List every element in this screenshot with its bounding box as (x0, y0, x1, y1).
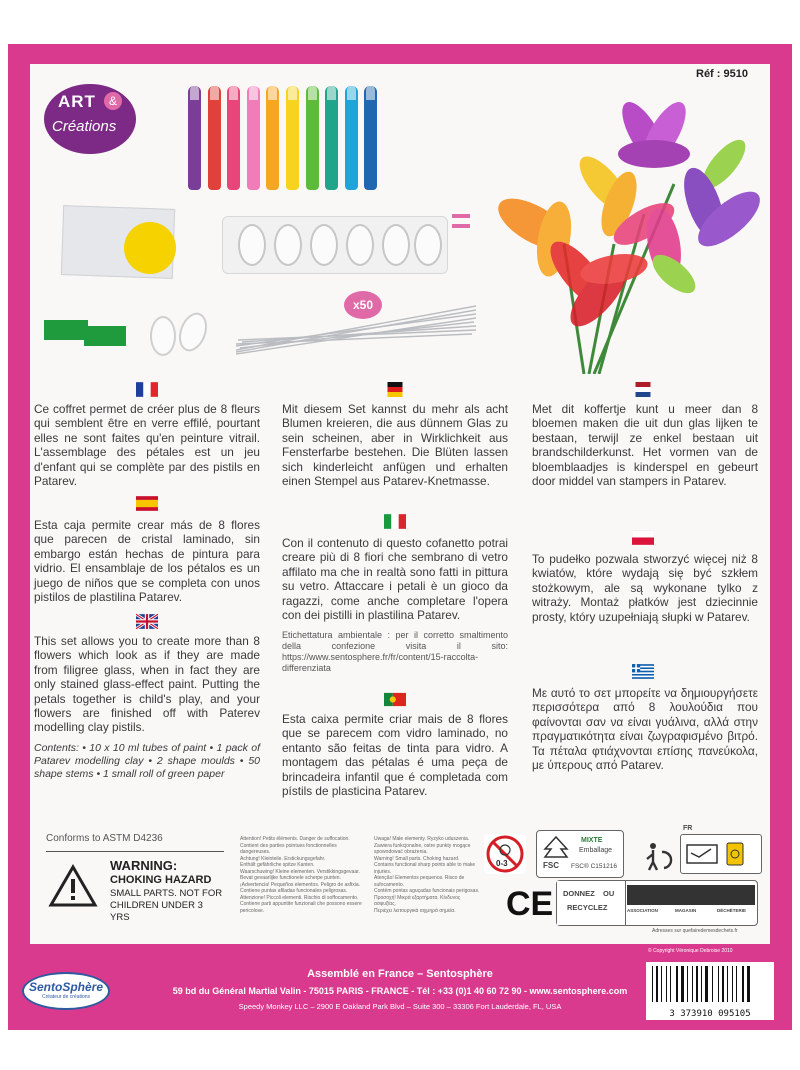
english-text: This set allows you to create more than 8 flowers which look as if they are made from filigree glass, when in fact they are only stained glass-effect paint. Putting the petals together is child's play, and your flowers are finished off with Paterev modelling clay pistils. (34, 634, 260, 735)
italian-description (282, 536, 508, 622)
greece-flag-icon (632, 664, 654, 679)
ce-label: CE (506, 885, 554, 923)
french-text: Ce coffret permet de créer plus de 8 fleurs qui semblent être en verre effilé, pourtant elles ne sont faites qu'en peinture vitrail. L'assemblage des pétales est un jeu d'enfant qui se complète par des pistils en Patarev. (34, 402, 260, 489)
warning-line: Περιέχει λειτουργικά αιχμηρά σημεία. (374, 907, 456, 914)
barcode-bar (661, 966, 662, 1002)
barcode-bar (696, 966, 698, 1002)
barcode-bar (712, 966, 713, 1002)
barcode (646, 962, 774, 1020)
warning-line: ¡Advertencia! Pequeños elementos. Peligro de asfixia. (240, 881, 361, 888)
warning-line: Contiene parti appuntite funzionali che possono essere pericolose. (240, 901, 362, 914)
brand-tagline: Créateur de créations (41, 994, 91, 1000)
polish-text: To pudełko pozwala stworzyć więcej niż 8 kwiatów, które wydają się być szkłem stożkowym, ale są wykonane tylko z witraży. Montaż płatków jest dziecinnie prosty, który uzupełniają słupki w Patarev. (532, 552, 758, 624)
paint-tube-cap (347, 86, 356, 100)
paint-tube (286, 86, 299, 190)
barcode-bar (676, 966, 678, 1002)
company-address: 59 bd du Général Martial Valin - 75015 PARIS - FRANCE - Tél : +33 (0)1 40 60 72 90 - www.sentosphere.com (172, 986, 628, 996)
warning-text (110, 888, 224, 924)
warning-line: Enthält gefährliche spitze Kanten. (240, 862, 315, 868)
glass-flowers-illustration (494, 74, 764, 374)
warning-line: Contém pontas aguçadas funcionais perigosas. (374, 888, 480, 894)
barcode-bar (701, 966, 702, 1002)
reference-number: Réf : 9510 (696, 68, 748, 80)
fsc-mixte: MIXTE (581, 837, 603, 844)
italy-flag-icon (384, 514, 406, 529)
mould-leaf-cavity (414, 224, 442, 266)
barcode-bar (652, 966, 653, 1002)
donate-or-recycle (557, 881, 626, 925)
warning-line: Attenzione! Piccoli elementi. Rischio di soffocamento. (240, 894, 359, 901)
mould-leaf-cavity (346, 224, 374, 266)
german-description (282, 402, 508, 488)
choking-hazard-label: CHOKING HAZARD (110, 874, 212, 886)
german-text: Mit diesem Set kannst du mehr als acht Blumen kreieren, die aus dünnem Glas zu sein scheinen, aber in Wirklichkeit aus Fensterfarbe bestehen. Die Blüten lassen sich kinderleicht anfügen und erhalten einen Stempel aus Patarev-Knetmasse. (282, 402, 508, 489)
warning-text-line: CHILDREN UNDER 3 YRS (110, 900, 203, 923)
dutch-description (532, 402, 758, 488)
paint-tube (188, 86, 201, 190)
polish-description (532, 552, 758, 624)
barcode-number: 3 373910 095105 (669, 1009, 751, 1019)
barcode-bar (670, 966, 671, 1002)
barcode-bar (732, 966, 733, 1002)
greek-text: Με αυτό το σετ μπορείτε να δημιουργήσετε περισσότερα από 8 λουλούδια που φαίνονται σαν να είναι γυάλινα, αλλά στην πραγματικότητα είναι ζωγραφισμένο βιτρό. Τα πέταλα φτιάχνονται επίσης πανεύκολα, με ύπερους από Patarev. (532, 686, 758, 773)
paint-tube-cap (229, 86, 238, 100)
warning-line: Achtung! Kleinteile. Erstickungsgefahr. (240, 855, 326, 862)
fsc-emballage: Emballage (579, 847, 613, 854)
choking-warning (46, 856, 224, 923)
spanish-description (34, 518, 260, 604)
warning-line: Bevat gevaarlijke functionele scherpe punten. (240, 875, 341, 881)
assembled-in-france: Assemblé en France – Sentosphère (307, 968, 493, 980)
recyclez-label: RECYCLEZ (567, 903, 608, 912)
barcode-bar (747, 966, 750, 1002)
barcode-bars (646, 962, 774, 1004)
paint-tube-cap (288, 86, 297, 100)
portuguese-description (282, 712, 508, 798)
dutch-text: Met dit koffertje kunt u meer dan 8 bloemen maken die uit dun glas lijken te bestaan, terwijl ze enkel bestaan uit brandschilderkunst. Het vormen van de bloemblaadjes is kinderspel en gebeurt door middel van stampers in Patarev. (532, 402, 758, 489)
green-paper (84, 326, 126, 346)
paint-tube (227, 86, 240, 190)
fsc-label (536, 830, 624, 878)
equals-sign (452, 214, 470, 232)
barcode-bar (656, 966, 658, 1002)
spanish-text: Esta caja permite crear más de 8 flores que parecen de cristal laminado, sin embargo están hechas de pintura para vidrio. El ensamblaje de los pétalos es un juego de niños que se completa con unos pistilos de plastilina Patarev. (34, 518, 260, 605)
multilingual-warnings-2 (374, 836, 480, 914)
barcode-bar (666, 966, 667, 1002)
warning-line: Warning! Small parts. Choking hazard. (374, 855, 460, 862)
recycle-site: Adresses sur quefairedemesdechets.fr (652, 928, 738, 934)
paint-tube-cap (308, 86, 317, 100)
paint-tube-cap (327, 86, 336, 100)
fsc-code: FSC® C151216 (571, 863, 617, 870)
greek-description (532, 686, 758, 772)
barcode-bar (742, 966, 744, 1002)
paint-tube-cap (268, 86, 277, 100)
paint-tube (364, 86, 377, 190)
poland-flag-icon (632, 530, 654, 545)
italian-environment-label: Etichettatura ambientale : per il corretto smaltimento della confezione visita il sito: https://www.sentosphere.fr/fr/content/15-raccolta-differenziata (282, 630, 508, 673)
warning-line: Προσοχή! Μικρά εξαρτήματα. Κίνδυνος ασφυξίας. (374, 894, 461, 907)
logo-ampersand: & (104, 92, 122, 110)
logo-word-creations: Créations (52, 118, 117, 135)
paint-tube (325, 86, 338, 190)
multilingual-warnings-1 (240, 836, 368, 914)
magasin-label: MAGASIN (675, 908, 697, 913)
germany-flag-icon (384, 382, 406, 397)
stems-count-badge: x50 (344, 291, 382, 319)
warning-triangle-icon (48, 864, 98, 908)
paint-tube-cap (190, 86, 199, 100)
contents-list: Contents: • 10 x 10 ml tubes of paint • 1 pack of Patarev modelling clay • 2 shape moulds • 50 shape stems • 1 small roll of green paper (34, 742, 260, 780)
paint-tube (247, 86, 260, 190)
recycle-icons-strip (627, 885, 755, 905)
packaging-recycle-icon (683, 839, 759, 869)
warning-line: Uwaga! Małe elementy. Ryzyko uduszenia. (374, 836, 470, 842)
barcode-bar (736, 966, 737, 1002)
mould-leaf-cavity (382, 224, 410, 266)
barcode-bar (727, 966, 728, 1002)
warning-line: Atenção! Elementos pequenos. Risco de sufocamento. (374, 875, 465, 888)
fsc-tree-icon (541, 835, 571, 861)
triman-icon (644, 840, 678, 872)
barcode-bar (681, 966, 684, 1002)
paint-tube-cap (249, 86, 258, 100)
art-creations-logo (44, 84, 136, 154)
donnez-label: DONNEZ (563, 889, 595, 898)
fsc-text: FSC (543, 861, 559, 870)
barcode-bar (692, 966, 693, 1002)
barcode-bar (687, 966, 688, 1002)
spain-flag-icon (136, 496, 158, 511)
paint-tube (306, 86, 319, 190)
paint-tube (345, 86, 358, 190)
clay-petal (150, 316, 176, 356)
warning-line: Contient des parties pointues fonctionnelles dangereuses. (240, 842, 337, 855)
logo-word-art: ART (58, 92, 96, 111)
warning-title: WARNING: (110, 858, 178, 873)
warning-line: Attention! Petits éléments. Danger de suffocation. (240, 836, 350, 842)
recycle-donate-box (556, 880, 758, 926)
paint-tube-cap (366, 86, 375, 100)
portugal-flag-icon (384, 692, 406, 707)
warning-line: Waarschuwing! Kleine elementen. Verstikkingsgevaar. (240, 868, 360, 875)
english-description (34, 634, 260, 735)
brand-name: SentoSphère (28, 980, 103, 994)
barcode-bar (722, 966, 724, 1002)
recycling-info-box (680, 825, 762, 874)
portuguese-text: Esta caixa permite criar mais de 8 flores que se parecem com vidro laminado, no entanto são feitas de tinta para vidro. A montagem das pétalas é uma peça de brincadeira infantil que é completada com pístils de plasticina Patarev. (282, 712, 508, 799)
warning-line: Contains functional sharp points able to make injuries. (374, 862, 476, 875)
warning-line: Contiene puntas afiladas funcionales peligrosas. (240, 888, 348, 894)
french-description (34, 402, 260, 488)
warning-line: Zawiera funkcjonalne, ostre punkty mogące spowodować obrażenia. (374, 842, 471, 855)
mould-leaf-cavity (310, 224, 338, 266)
mould-leaf-cavity (238, 224, 266, 266)
paint-tube (208, 86, 221, 190)
association-label: ASSOCIATION (627, 908, 658, 913)
barcode-bar (718, 966, 719, 1002)
france-flag-icon (136, 382, 158, 397)
paint-tube (266, 86, 279, 190)
netherlands-flag-icon (632, 382, 654, 397)
barcode-bar (705, 966, 708, 1002)
age-restriction-icon (484, 834, 526, 874)
green-paper (44, 320, 88, 340)
ou-label: OU (603, 889, 615, 898)
ce-mark (506, 884, 554, 924)
copyright: © Copyright Véronique Debroise 2010 (648, 948, 733, 954)
astm-conformity: Conforms to ASTM D4236 (46, 833, 224, 852)
mould-leaf-cavity (274, 224, 302, 266)
italian-text: Con il contenuto di questo cofanetto potrai creare più di 8 fiori che sembrano di vetro affilato ma che in realtà sono fatti in pittura su vetro. Attaccare i petali è un gioco da ragazzi, come anche completare l'opera con dei pistilli in plastilina Patarev. (282, 536, 508, 623)
uk-flag-icon (136, 614, 158, 629)
warning-text-line: SMALL PARTS. NOT FOR (110, 888, 223, 899)
age-label: 0-3 (496, 859, 508, 868)
yellow-clay-ball (124, 222, 176, 274)
decheterie-label: DÉCHÈTERIE (717, 908, 747, 913)
fr-badge: FR (683, 825, 693, 832)
us-address: Speedy Monkey LLC – 2900 E Oakland Park Blvd – Suite 300 – 33306 Fort Lauderdale, FL, USA (238, 1002, 562, 1011)
paint-tube-cap (210, 86, 219, 100)
sentosphere-logo (22, 972, 110, 1010)
